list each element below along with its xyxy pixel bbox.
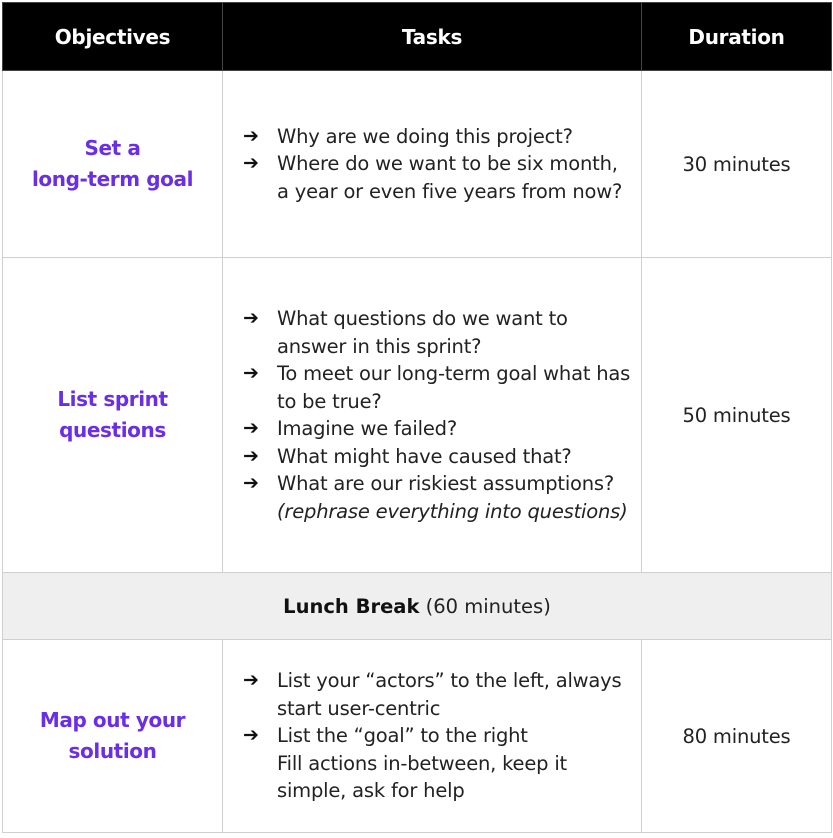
task-item [241, 305, 631, 360]
task-text: List the “goal” to the right [277, 724, 528, 748]
tasks-cell [223, 71, 642, 258]
duration-cell: 30 minutes [642, 71, 832, 258]
task-continuation: Fill actions in-between, keep it simple, ask for help [277, 751, 567, 803]
task-list [223, 305, 641, 525]
arrow-icon: ➔ [243, 472, 259, 494]
objective-text: Map out your solution [39, 708, 186, 763]
task-item [241, 443, 631, 471]
objective-text: List sprint questions [57, 387, 168, 442]
task-item [241, 470, 631, 525]
table-row [3, 640, 832, 833]
lunch-row [3, 573, 832, 640]
agenda-table [2, 2, 832, 833]
lunch-cell [3, 573, 832, 640]
arrow-icon: ➔ [243, 724, 259, 747]
task-item [241, 667, 631, 722]
objectives-header: Objectives [3, 3, 223, 71]
task-item [241, 722, 631, 805]
task-text: Why are we doing this project? [277, 124, 573, 148]
objective-text: Set a long-term goal [31, 136, 194, 191]
task-text: List your “actors” to the left, always start user-centric [277, 669, 622, 720]
task-text: What questions do we want to answer in this sprint? [277, 307, 568, 358]
objective-cell [3, 640, 223, 833]
arrow-icon: ➔ [243, 669, 259, 692]
task-list [223, 667, 641, 805]
task-item [241, 150, 631, 205]
tasks-header: Tasks [223, 3, 642, 71]
task-text: To meet our long-term goal what has to be true? [277, 362, 631, 413]
task-item [241, 360, 631, 415]
duration-cell: 80 minutes [642, 640, 832, 833]
task-text: What might have caused that? [277, 444, 572, 468]
arrow-icon: ➔ [243, 152, 259, 175]
tasks-cell [223, 640, 642, 833]
arrow-icon: ➔ [243, 307, 259, 329]
arrow-icon: ➔ [243, 362, 259, 384]
task-text: Imagine we failed? [277, 417, 457, 440]
arrow-icon: ➔ [243, 444, 259, 467]
objective-cell [3, 258, 223, 573]
tasks-cell [223, 258, 642, 573]
objective-cell [3, 71, 223, 258]
duration-cell: 50 minutes [642, 258, 832, 573]
table-row [3, 71, 832, 258]
task-text: Where do we want to be six month, a year or even five years from now? [277, 152, 623, 203]
duration-header: Duration [642, 3, 832, 71]
arrow-icon: ➔ [243, 124, 259, 147]
task-text: What are our riskiest assumptions? [277, 472, 615, 495]
lunch-detail: (60 minutes) [425, 594, 551, 618]
task-list [223, 123, 641, 206]
arrow-icon: ➔ [243, 417, 259, 439]
table-row [3, 258, 832, 573]
task-note: (rephrase everything into questions) [277, 499, 628, 523]
lunch-title: Lunch Break [283, 594, 420, 618]
header-row [3, 3, 832, 71]
task-item [241, 123, 631, 151]
task-item [241, 415, 631, 443]
